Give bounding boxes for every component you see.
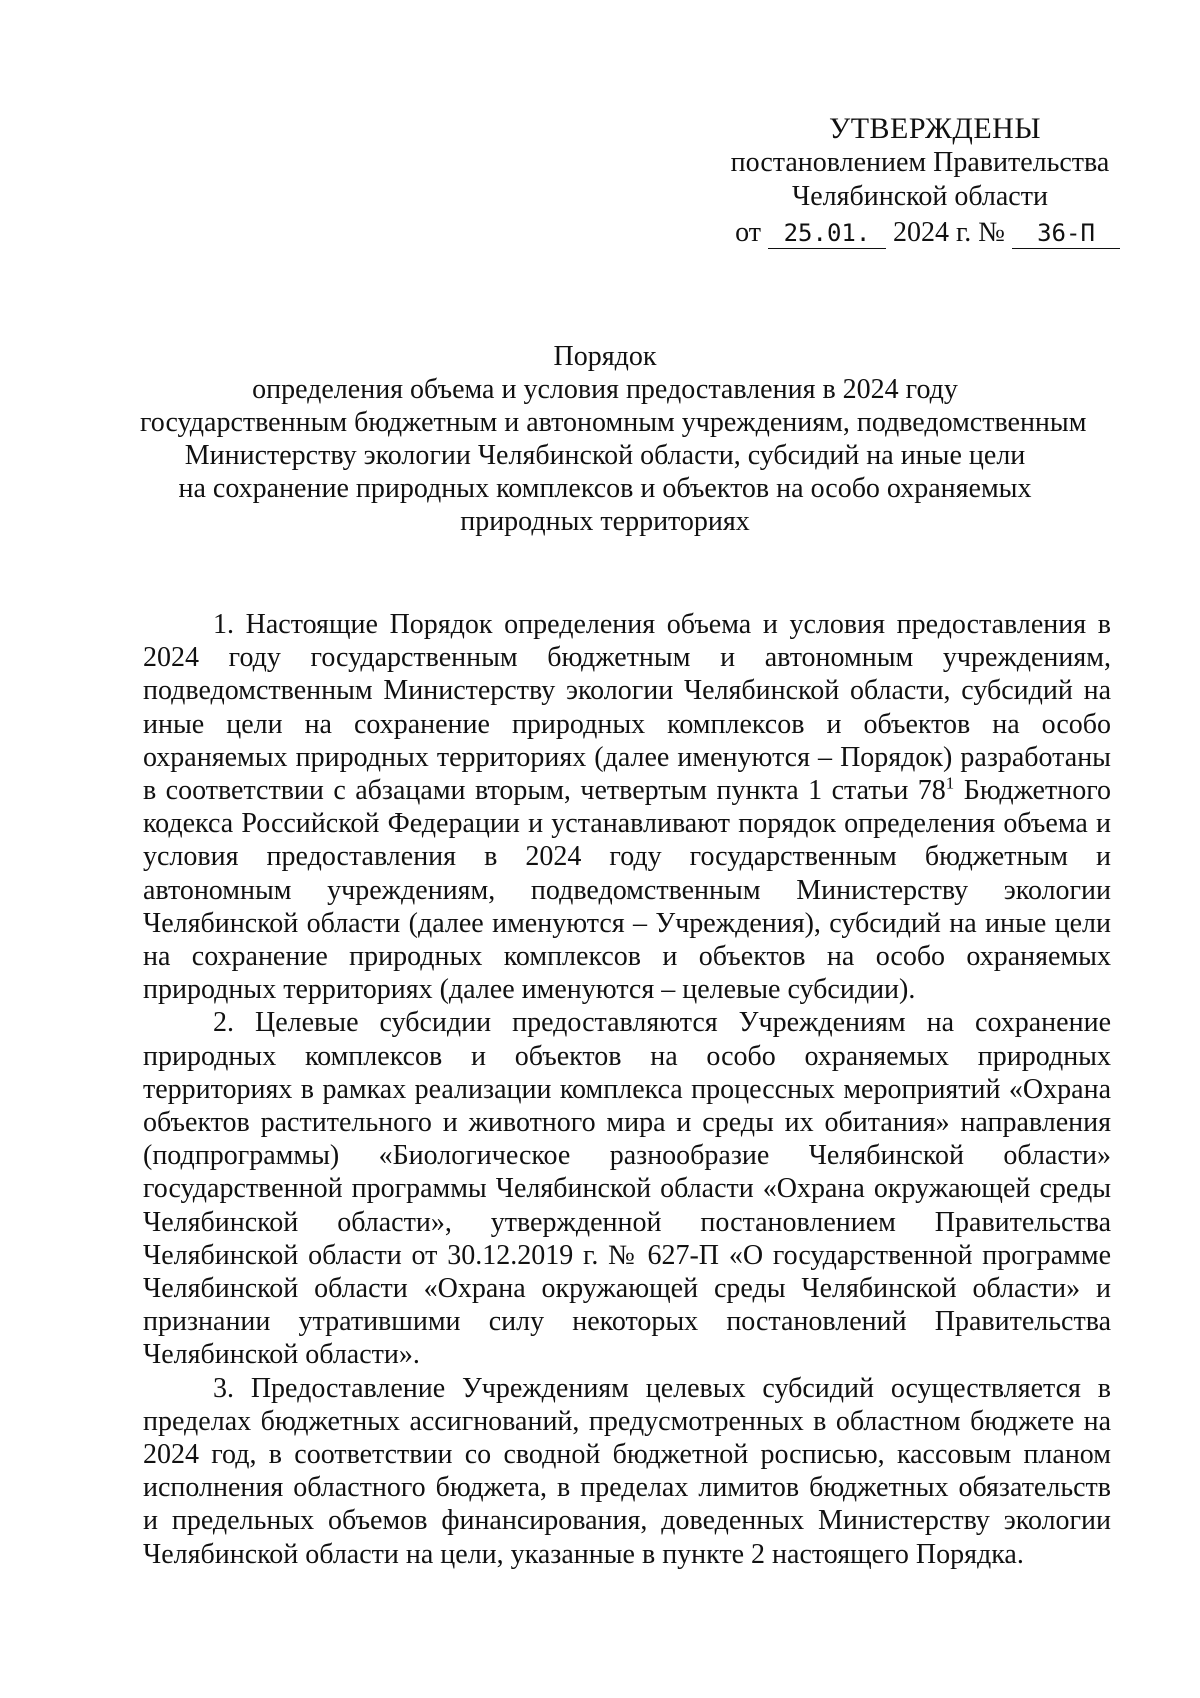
title-line-6: природных территориях [460, 506, 750, 537]
title-line-3: государственным бюджетным и автономным учреждениям, подведомственным [140, 407, 1087, 438]
paragraph-1-text-a: 1. Настоящие Порядок определения объема и условия предоставления в 2024 году государственным бюджетным и автономным учреждениям, подведомственным Министерству экологии Челябинской области, субсидий на иные цели на сохранение природных комплексов и объектов на особо охраняемых природных территориях (далее именуются – Порядок) разработаны в соответствии с абзацами вторым, четвертым пункта 1 статьи 78 [143, 609, 1111, 807]
paragraph-1-superscript: 1 [945, 773, 955, 793]
title-line-4: Министерству экологии Челябинской области, субсидий на иные цели [184, 440, 1026, 471]
approval-stamp-block [720, 112, 1120, 250]
approval-region-line: Челябинской области [792, 181, 1048, 212]
document-body [143, 608, 1111, 1571]
approval-date-field: 25.01. [768, 218, 886, 249]
title-line-1: Порядок [553, 341, 657, 372]
paragraph-1-text-b: Бюджетного кодекса Российской Федерации и устанавливают порядок определения объема и условия предоставления в 2024 году государственным бюджетным и автономным учреждениям, подведомственным Министерству экологии Челябинской области (далее именуются – Учреждения), субсидий на иные цели на сохранение природных комплексов и объектов на особо охраняемых природных территориях (далее именуются – целевые субсидии). [143, 775, 1111, 1006]
paragraph-2: 2. Целевые субсидии предоставляются Учреждениям на сохранение природных комплексов и объектов на особо охраняемых природных территориях в рамках реализации комплекса процессных мероприятий «Охрана объектов растительного и животного мира и среды их обитания» направления (подпрограммы) «Биологическое разнообразие Челябинской области» государственной программы Челябинской области «Охрана окружающей среды Челябинской области», утвержденной постановлением Правительства Челябинской области от 30.12.2019 г. № 627-П «О государственной программе Челябинской области «Охрана окружающей среды Челябинской области» и признании утратившими силу некоторых постановлений Правительства Челябинской области». [143, 1007, 1111, 1371]
document-title [140, 340, 1087, 538]
paragraph-3: 3. Предоставление Учреждениям целевых субсидий осуществляется в пределах бюджетных ассигнований, предусмотренных в областном бюджете на 2024 год, в соответствии со сводной бюджетной росписью, кассовым планом исполнения областного бюджета, в пределах лимитов бюджетных обязательств и предельных объемов финансирования, доведенных Министерству экологии Челябинской области на цели, указанные в пункте 2 настоящего Порядка. [143, 1372, 1111, 1570]
approval-date-line [720, 216, 1120, 250]
approval-year-text: 2024 г. № [892, 217, 1005, 248]
approval-authority-line: постановлением Правительства [730, 147, 1110, 178]
approval-date-prefix: от [735, 217, 761, 248]
paragraph-1 [143, 608, 1111, 1006]
approval-number-field: 36-П [1012, 218, 1120, 249]
title-line-5: на сохранение природных комплексов и объектов на особо охраняемых [178, 473, 1032, 504]
approval-heading: УТВЕРЖДЕНЫ [828, 112, 1042, 145]
title-line-2: определения объема и условия предоставления в 2024 году [252, 374, 958, 405]
